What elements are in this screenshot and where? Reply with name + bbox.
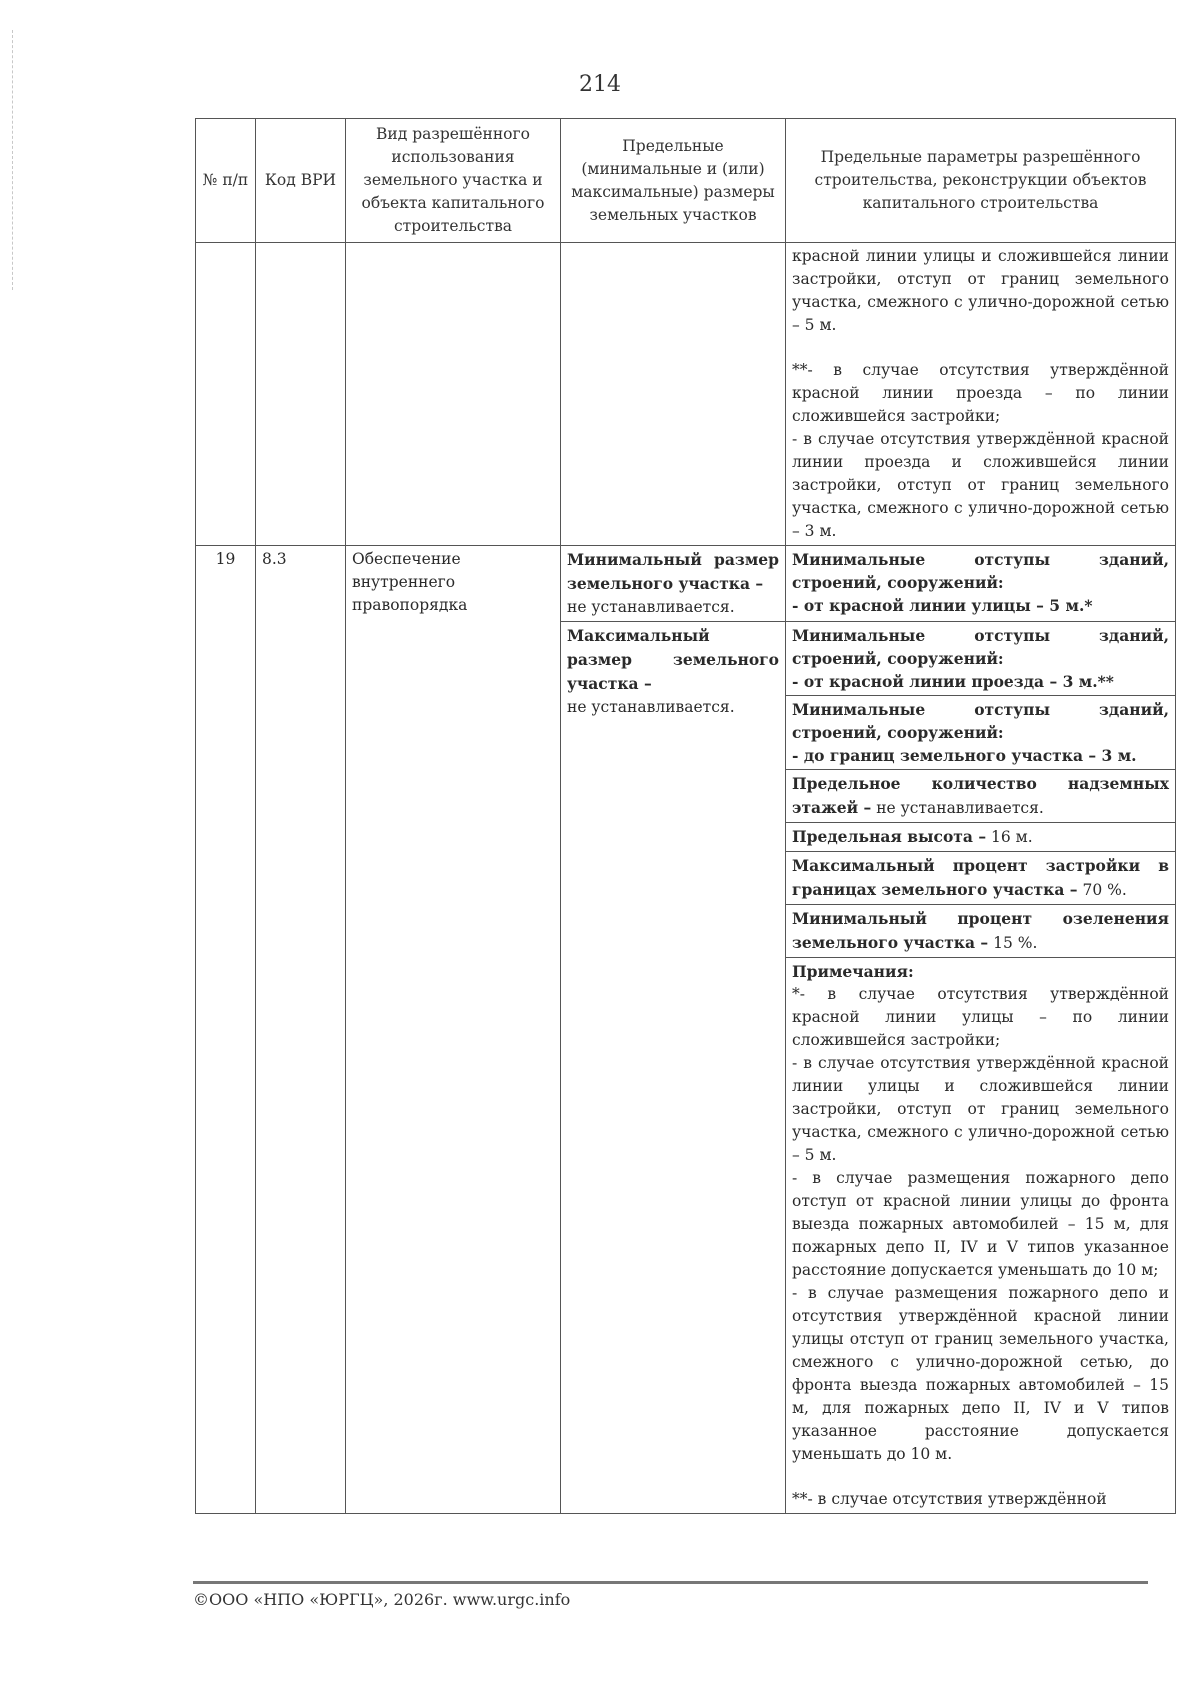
note-paragraph: - в случае размещения пожарного депо и отсутствия утверждённой красной линии улицы отступ от границ земельного участка, смежного с улично-дорожной сетью, до фронта выезда пожарных автомобилей – 15 м, для пожарных депо II, IV и V типов указанное расстояние допускается уменьшать до 10 м. xyxy=(792,1284,1169,1463)
cell-param-height xyxy=(786,823,1176,852)
table-header-row xyxy=(196,119,1176,243)
param-value: - от красной линии проезда – 3 м.** xyxy=(792,672,1114,691)
header-parameters: Предельные параметры разрешённого строительства, реконструкции объектов капитального строительства xyxy=(786,119,1176,243)
param-value: - до границ земельного участка – 3 м. xyxy=(792,746,1137,765)
cell-param-setback-boundary xyxy=(786,696,1176,770)
param-heading: Минимальный процент озеленения земельного участка – xyxy=(792,909,1169,952)
continuation-paragraph: красной линии улицы и сложившейся линии застройки, отступ от границ земельного участка, смежного с улично-дорожной сетью – 5 м. xyxy=(792,247,1169,334)
param-value: 70 %. xyxy=(1082,881,1127,899)
notes-title: Примечания: xyxy=(792,962,914,981)
header-number: № п/п xyxy=(196,119,256,243)
max-size-value: не устанавливается. xyxy=(567,698,735,716)
cell-continuation-notes xyxy=(786,243,1176,546)
scan-margin-marks xyxy=(12,30,15,290)
param-heading: Предельная высота – xyxy=(792,827,987,846)
header-code: Код ВРИ xyxy=(256,119,346,243)
param-heading: Минимальные отступы зданий, строений, сооружений: xyxy=(792,700,1169,742)
max-size-label: Максимальный размер земельного участка – xyxy=(567,626,779,693)
min-size-value: не устанавливается. xyxy=(567,598,735,616)
cell-max-plot-size xyxy=(561,622,786,1514)
footer-divider xyxy=(193,1581,1148,1584)
footer-copyright: ©ООО «НПО «ЮРГЦ», 2026г. www.urgc.info xyxy=(193,1590,571,1609)
cell-row-number: 19 xyxy=(196,546,256,1514)
cell-notes xyxy=(786,958,1176,1514)
table-row-continuation xyxy=(196,243,1176,546)
header-plot-size: Предельные (минимальные и (или) максимальные) размеры земельных участков xyxy=(561,119,786,243)
cell-param-floors xyxy=(786,770,1176,823)
note-paragraph: **- в случае отсутствия утверждённой xyxy=(792,1490,1107,1508)
cell-min-plot-size xyxy=(561,546,786,622)
cell-use-type: Обеспечение внутреннего правопорядка xyxy=(346,546,561,1514)
param-heading: Минимальные отступы зданий, строений, сооружений: xyxy=(792,626,1169,668)
cell-code: 8.3 xyxy=(256,546,346,1514)
page-number: 214 xyxy=(579,72,621,97)
cell-empty xyxy=(256,243,346,546)
regulations-table xyxy=(195,118,1176,1514)
cell-param-setback-driveway xyxy=(786,622,1176,696)
cell-param-setback-street xyxy=(786,546,1176,622)
param-heading: Максимальный процент застройки в границах земельного участка – xyxy=(792,856,1169,899)
param-heading: Минимальные отступы зданий, строений, сооружений: xyxy=(792,550,1169,592)
param-value: - от красной линии улицы – 5 м.* xyxy=(792,596,1093,615)
cell-param-greenery xyxy=(786,905,1176,958)
header-use-type: Вид разрешённого использования земельного участка и объекта капитального строительства xyxy=(346,119,561,243)
param-value: 16 м. xyxy=(991,828,1033,846)
note-paragraph: *- в случае отсутствия утверждённой красной линии улицы – по линии сложившейся застройки; xyxy=(792,985,1169,1049)
min-size-label: Минимальный размер земельного участка – xyxy=(567,550,779,593)
cell-param-coverage xyxy=(786,852,1176,905)
cell-empty xyxy=(346,243,561,546)
continuation-paragraph: **- в случае отсутствия утверждённой красной линии проезда – по линии сложившейся застройки; xyxy=(792,361,1169,425)
note-paragraph: - в случае размещения пожарного депо отступ от красной линии улицы до фронта выезда пожарных автомобилей – 15 м, для пожарных депо II, IV и V типов указанное расстояние допускается уменьшать до 10 м; xyxy=(792,1169,1169,1279)
param-value: 15 %. xyxy=(993,934,1038,952)
table-row-19 xyxy=(196,546,1176,622)
cell-empty xyxy=(561,243,786,546)
cell-empty xyxy=(196,243,256,546)
param-heading: Предельное количество надземных этажей – xyxy=(792,774,1169,817)
continuation-paragraph: - в случае отсутствия утверждённой красной линии проезда и сложившейся линии застройки, отступ от границ земельного участка, смежного с улично-дорожной сетью – 3 м. xyxy=(792,430,1169,540)
param-value: не устанавливается. xyxy=(876,799,1044,817)
note-paragraph: - в случае отсутствия утверждённой красной линии улицы и сложившейся линии застройки, отступ от границ земельного участка, смежного с улично-дорожной сетью – 5 м. xyxy=(792,1054,1169,1164)
